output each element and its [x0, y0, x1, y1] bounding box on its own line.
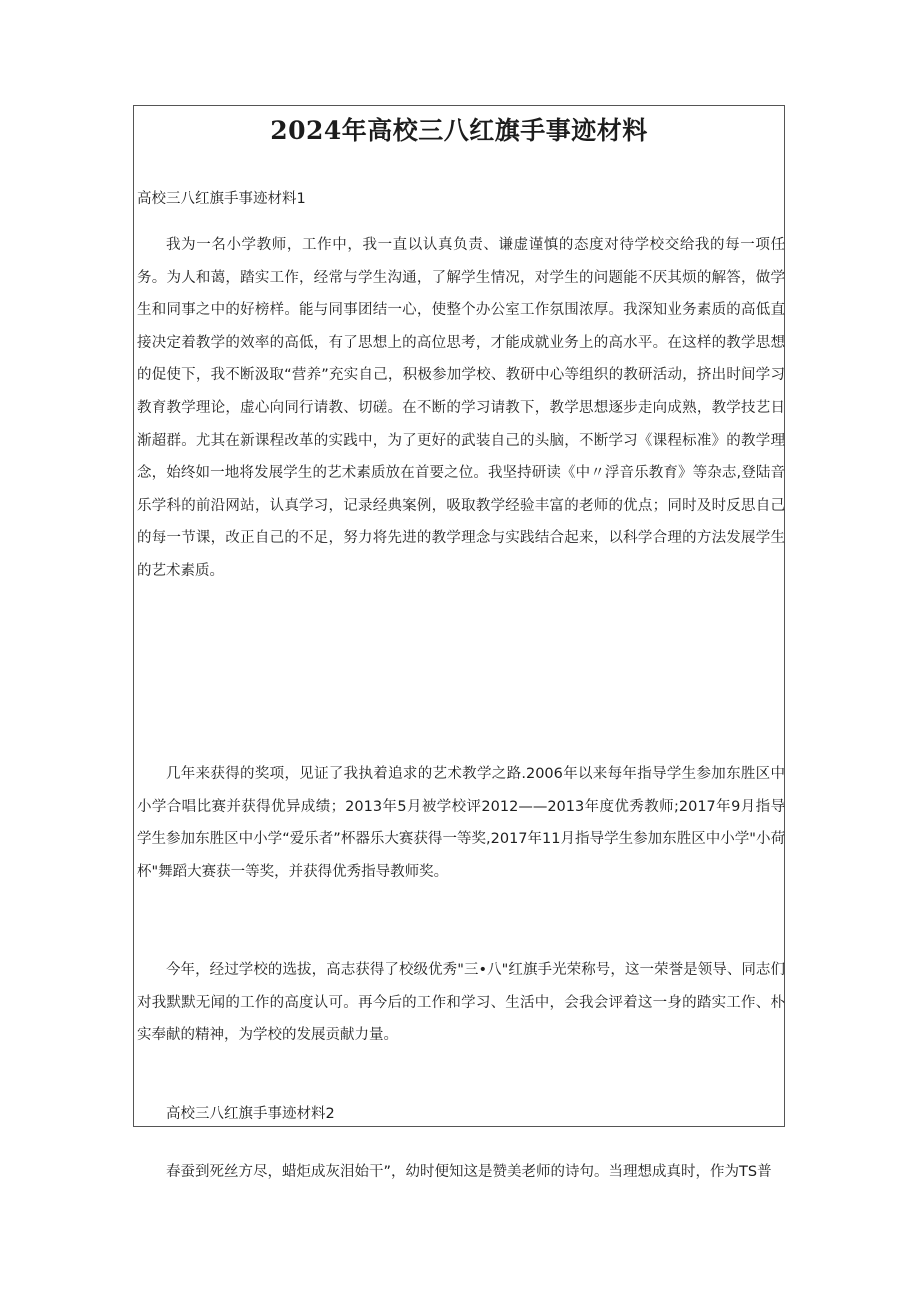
section-2-heading: 高校三八红旗手事迹材料2 [166, 1106, 335, 1122]
paragraph-2: 几年来获得的奖项，见证了我执着追求的艺术教学之路.2006年以来每年指导学生参加东胜区中小学合唱比赛并获得优异成绩；2013年5月被学校评2012——2013年度优秀教师;2017年9月指导学生参加东胜区中小学“爱乐者”杯器乐大赛获得一等奖,2017年11月指导学生参加东胜区中小学"小荷杯"舞蹈大赛获一等奖，并获得优秀指导教师奖。 [137, 766, 785, 880]
document-title: 2024年高校三八红旗手事迹材料 [270, 116, 648, 145]
paragraph-1: 我为一名小学教师，工作中，我一直以认真负责、谦虚谨慎的态度对待学校交给我的每一项任务。为人和蔼，踏实工作，经常与学生沟通，了解学生情况，对学生的问题能不厌其烦的解答，做学生和同事之中的好榜样。能与同事团结一心，使整个办公室工作氛围浓厚。我深知业务素质的高低直接决定着教学的效率的高低，有了思想上的高位思考，才能成就业务上的高水平。在这样的教学思想的促使下，我不断汲取“营养”充实自己，积极参加学校、教研中心等组织的教研活动，挤出时间学习教育教学理论，虚心向同行请教、切磋。在不断的学习请教下，教学思想逐步走向成熟，教学技艺日渐超群。尤其在新课程改革的实践中，为了更好的武装自己的头脑，不断学习《课程标准》的教学理念，始终如一地将发展学生的艺术素质放在首要之位。我坚持研读《中〃浮音乐教育》等杂志,登陆音乐学科的前沿网站，认真学习，记录经典案例，吸取教学经验丰富的老师的优点；同时及时反思自己的每一节课，改正自己的不足，努力将先进的教学理念与实践结合起来，以科学合理的方法发展学生的艺术素质。 [137, 237, 785, 579]
section-1-heading: 高校三八红旗手事迹材料1 [137, 191, 306, 207]
paragraph-3: 今年，经过学校的选拔，高志获得了校级优秀"三•八"红旗手光荣称号，这一荣誉是领导、同志们对我默默无闻的工作的高度认可。再今后的工作和学习、生活中，会我会评着这一身的踏实工作、朴实奉献的精神，为学校的发展贡献力量。 [137, 962, 785, 1044]
paragraph-4: 春蚕到死丝方尽，蜡炬成灰泪始干”，幼时便知这是赞美老师的诗句。当理想成真时，作为TS普 [166, 1164, 772, 1180]
